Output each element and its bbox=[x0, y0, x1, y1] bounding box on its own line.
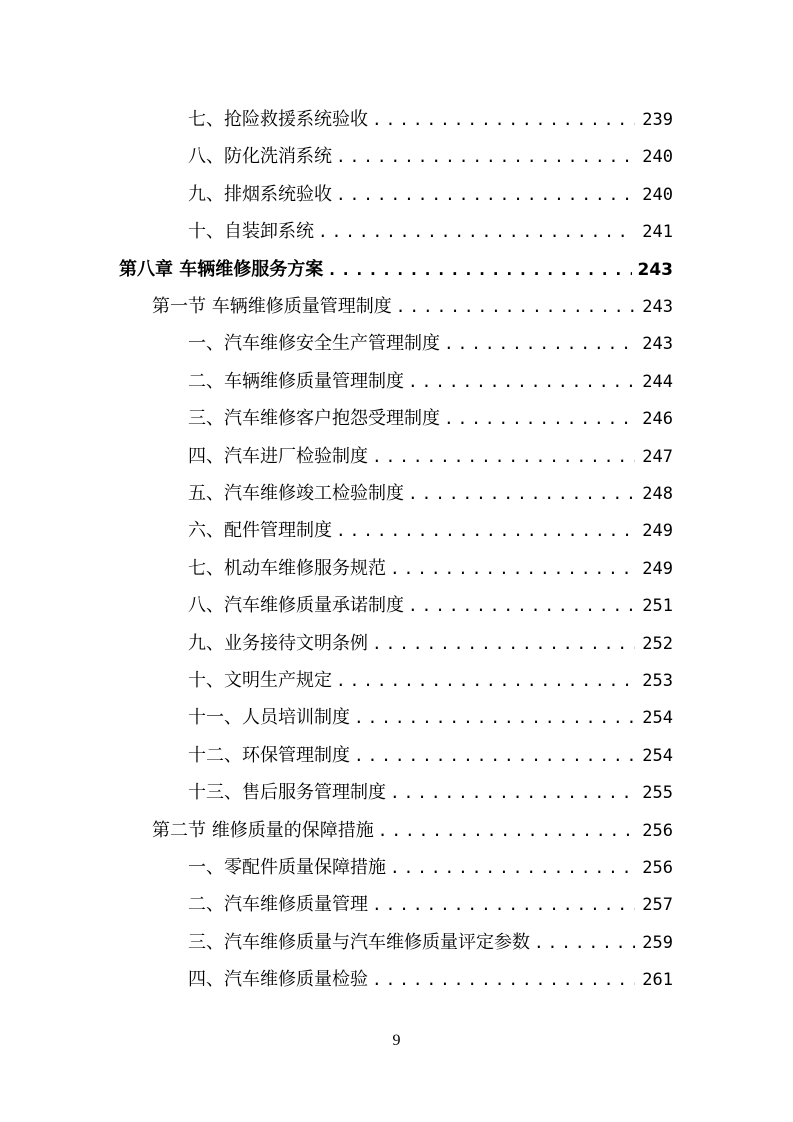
toc-entry-page: 243 bbox=[642, 334, 673, 355]
toc-entry-title: 第八章 车辆维修服务方案 bbox=[119, 258, 324, 280]
toc-entry-title: 三、汽车维修客户抱怨受理制度 bbox=[188, 408, 440, 430]
toc-dot-leader bbox=[534, 930, 635, 956]
toc-dot-leader bbox=[408, 593, 635, 619]
toc-entry-page: 243 bbox=[637, 259, 673, 280]
toc-dot-leader bbox=[372, 967, 635, 993]
toc-item-entry[interactable] bbox=[188, 144, 673, 170]
toc-entry-page: 243 bbox=[642, 297, 673, 317]
toc-entry-title: 一、零配件质量保障措施 bbox=[188, 857, 386, 878]
toc-item-entry[interactable] bbox=[188, 518, 673, 544]
toc-entry-title: 一、汽车维修安全生产管理制度 bbox=[188, 333, 440, 355]
toc-entry-title: 第一节 车辆维修质量管理制度 bbox=[152, 296, 392, 317]
toc-dot-leader bbox=[336, 182, 635, 208]
toc-dot-leader bbox=[396, 294, 635, 320]
toc-entry-title: 十二、环保管理制度 bbox=[188, 744, 350, 766]
toc-entry-page: 251 bbox=[642, 596, 673, 617]
toc-entry-title: 九、业务接待文明条例 bbox=[188, 632, 368, 654]
toc-entry-page: 249 bbox=[642, 521, 673, 542]
toc-entry-title: 九、排烟系统验收 bbox=[188, 183, 332, 205]
toc-item-entry[interactable] bbox=[188, 556, 673, 582]
toc-dot-leader bbox=[372, 444, 635, 470]
toc-section-entry[interactable] bbox=[152, 294, 673, 320]
toc-entry-page: 255 bbox=[642, 783, 673, 804]
toc-entry-page: 254 bbox=[642, 708, 673, 729]
toc-dot-leader bbox=[372, 107, 635, 133]
toc-dot-leader bbox=[444, 331, 635, 357]
toc-item-entry[interactable] bbox=[188, 444, 673, 470]
toc-item-entry[interactable] bbox=[188, 182, 673, 208]
toc-item-entry[interactable] bbox=[188, 930, 673, 956]
toc-dot-leader bbox=[444, 406, 635, 432]
toc-entry-title: 五、汽车维修竣工检验制度 bbox=[188, 483, 404, 504]
toc-entry-title: 十一、人员培训制度 bbox=[188, 707, 350, 729]
toc-entry-title: 八、汽车维修质量承诺制度 bbox=[188, 595, 404, 617]
toc-entry-title: 四、汽车维修质量检验 bbox=[188, 969, 368, 991]
toc-entry-page: 240 bbox=[642, 147, 673, 168]
toc-entry-page: 254 bbox=[642, 745, 673, 766]
toc-dot-leader bbox=[318, 219, 635, 245]
toc-entry-page: 246 bbox=[642, 409, 673, 430]
toc-item-entry[interactable] bbox=[188, 743, 673, 769]
toc-dot-leader bbox=[354, 743, 635, 769]
toc-dot-leader bbox=[390, 855, 635, 881]
toc-item-entry[interactable] bbox=[188, 668, 673, 694]
toc-entry-title: 十、文明生产规定 bbox=[188, 670, 332, 691]
toc-item-entry[interactable] bbox=[188, 780, 673, 806]
toc-entry-page: 247 bbox=[642, 446, 673, 467]
page-number: 9 bbox=[392, 1032, 401, 1049]
toc-entry-title: 六、配件管理制度 bbox=[188, 520, 332, 542]
toc-entry-title: 二、汽车维修质量管理 bbox=[188, 894, 368, 916]
toc-dot-leader bbox=[372, 892, 635, 918]
toc-item-entry[interactable] bbox=[188, 481, 673, 507]
toc-dot-leader bbox=[336, 518, 635, 544]
toc-entry-title: 八、防化洗消系统 bbox=[188, 146, 332, 168]
toc-chapter-entry[interactable] bbox=[119, 257, 673, 283]
toc-dot-leader bbox=[408, 481, 635, 507]
toc-dot-leader bbox=[336, 144, 635, 170]
toc-entry-page: 240 bbox=[642, 184, 673, 205]
toc-dot-leader bbox=[390, 780, 635, 806]
toc-section-entry[interactable] bbox=[152, 818, 673, 844]
toc-dot-leader bbox=[390, 556, 635, 582]
toc-item-entry[interactable] bbox=[188, 369, 673, 395]
toc-entry-title: 二、车辆维修质量管理制度 bbox=[188, 370, 404, 392]
toc-item-entry[interactable] bbox=[188, 593, 673, 619]
toc-item-entry[interactable] bbox=[188, 967, 673, 993]
toc-dot-leader bbox=[327, 257, 631, 283]
toc-entry-page: 249 bbox=[642, 558, 673, 579]
toc-entry-page: 244 bbox=[642, 371, 673, 392]
toc-entry-page: 257 bbox=[642, 895, 673, 916]
toc-entry-page: 256 bbox=[642, 820, 673, 841]
toc-entry-title: 四、汽车进厂检验制度 bbox=[188, 445, 368, 467]
toc-item-entry[interactable] bbox=[188, 107, 673, 133]
toc-item-entry[interactable] bbox=[188, 855, 673, 881]
toc-entry-page: 259 bbox=[642, 932, 673, 953]
toc-item-entry[interactable] bbox=[188, 331, 673, 357]
toc-entry-title: 三、汽车维修质量与汽车维修质量评定参数 bbox=[188, 931, 530, 953]
toc-entry-title: 七、机动车维修服务规范 bbox=[188, 557, 386, 579]
toc-entry-page: 261 bbox=[642, 970, 673, 991]
toc-dot-leader bbox=[354, 705, 635, 731]
toc-dot-leader bbox=[408, 369, 635, 395]
toc-entry-title: 七、抢险救援系统验收 bbox=[188, 109, 368, 130]
toc-item-entry[interactable] bbox=[188, 406, 673, 432]
toc-entry-page: 253 bbox=[642, 671, 673, 691]
toc-entry-page: 248 bbox=[642, 484, 673, 504]
toc-entry-page: 256 bbox=[642, 858, 673, 878]
toc-item-entry[interactable] bbox=[188, 892, 673, 918]
toc-dot-leader bbox=[336, 668, 635, 694]
toc-entry-page: 252 bbox=[642, 633, 673, 654]
toc-dot-leader bbox=[372, 631, 635, 657]
toc-item-entry[interactable] bbox=[188, 219, 673, 245]
toc-entry-title: 十、自装卸系统 bbox=[188, 221, 314, 243]
toc-entry-title: 十三、售后服务管理制度 bbox=[188, 782, 386, 804]
toc-item-entry[interactable] bbox=[188, 705, 673, 731]
toc-item-entry[interactable] bbox=[188, 631, 673, 657]
toc-dot-leader bbox=[378, 818, 635, 844]
toc-entry-page: 241 bbox=[642, 222, 673, 243]
toc-entry-title: 第二节 维修质量的保障措施 bbox=[152, 819, 374, 841]
toc-entry-page: 239 bbox=[642, 110, 673, 130]
